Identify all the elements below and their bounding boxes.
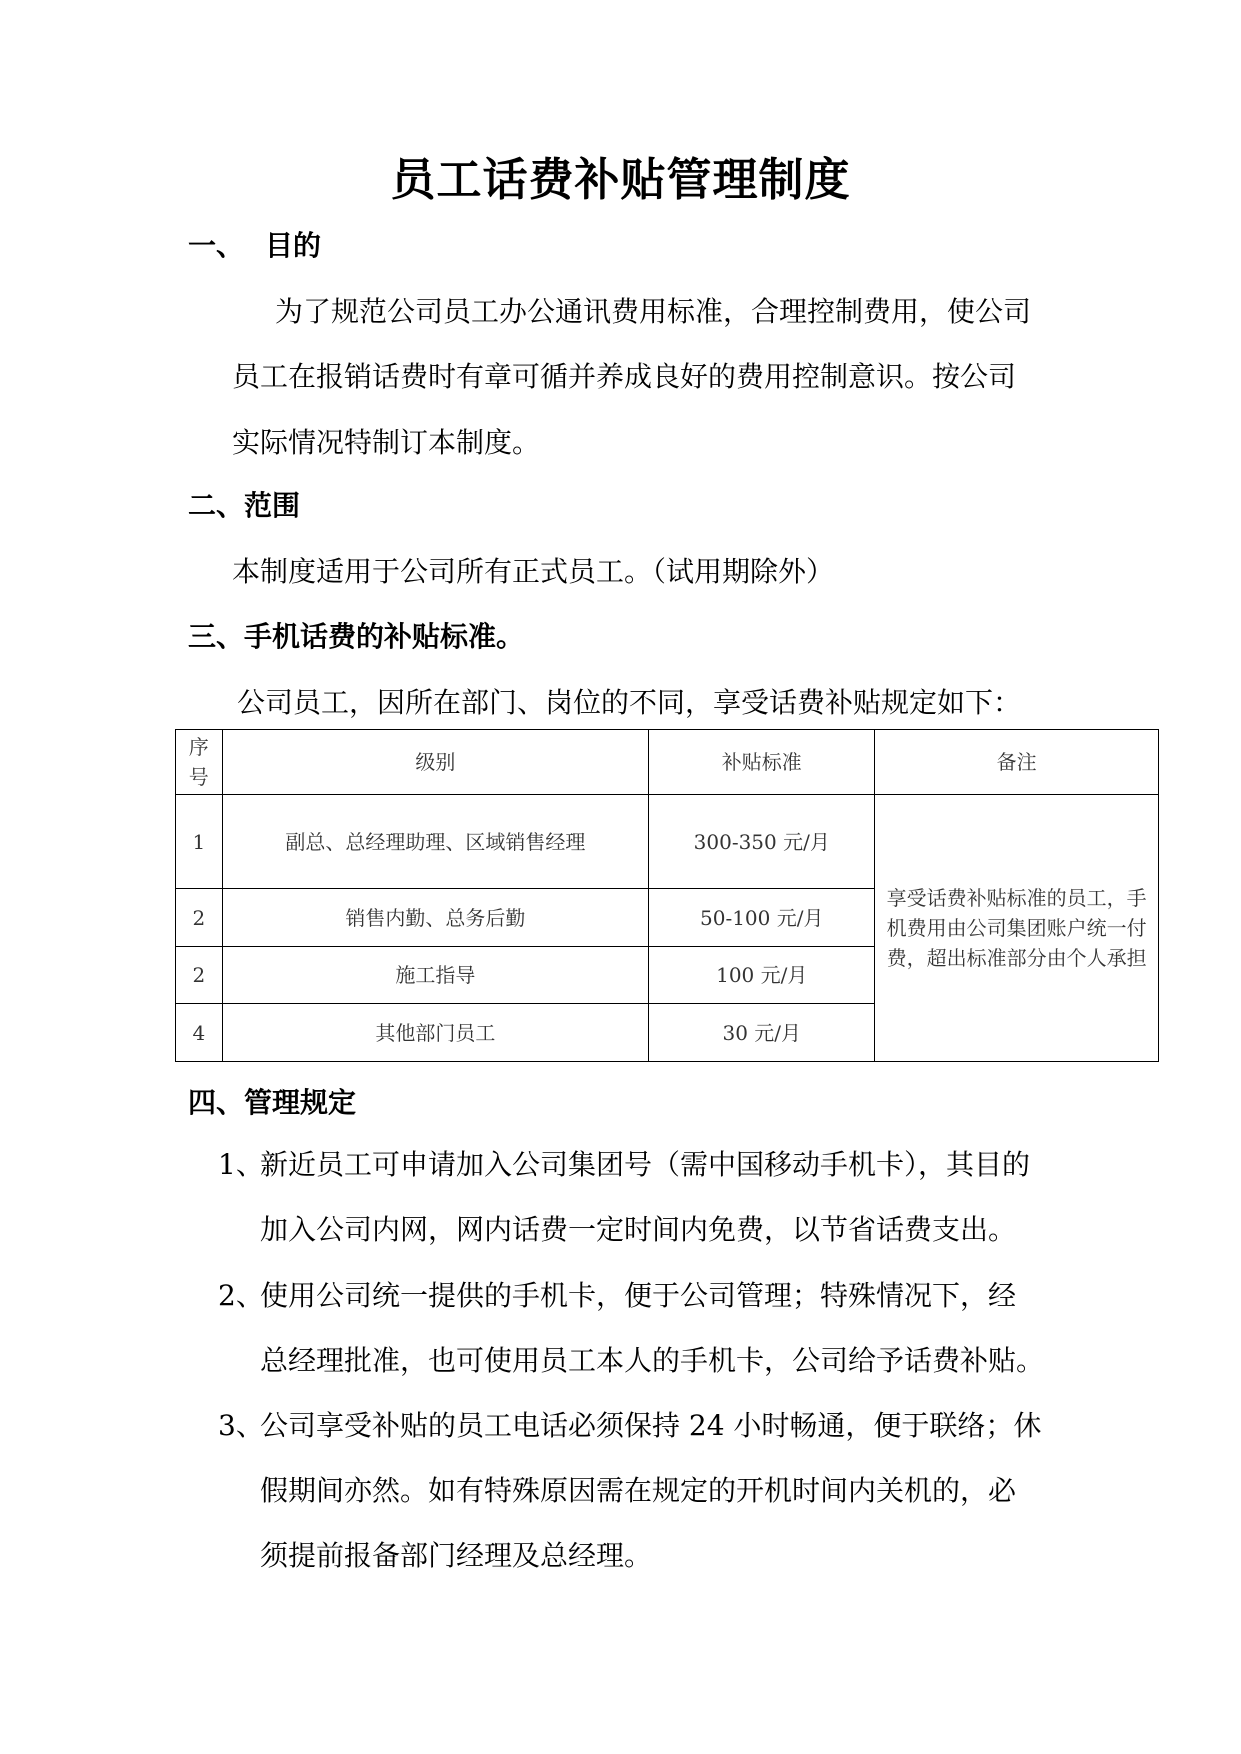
rule-item [218,1276,1058,1406]
header-note: 备注 [875,730,1159,795]
table-header-row [176,730,1159,795]
rule-index: 1、 [218,1148,264,1181]
cell-index: 2 [176,889,223,947]
table-row [176,795,1159,889]
rule-line: 新近员工可申请加入公司集团号（需中国移动手机卡），其目的 [260,1148,1031,1181]
section-heading-management-rules [188,1083,356,1123]
cell-index: 4 [176,1004,223,1062]
rule-line: 总经理批准，也可使用员工本人的手机卡，公司给予话费补贴。 [260,1344,1045,1377]
cell-standard: 30 元/月 [649,1004,875,1062]
section-number: 二、 [188,489,245,522]
section-number: 三、 [188,620,245,653]
rule-index: 3、 [218,1409,264,1442]
section-title: 范围 [244,489,301,522]
rule-line: 须提前报备部门经理及总经理。 [260,1539,653,1572]
paragraph-line: 为了规范公司员工办公通讯费用标准，合理控制费用，使公司 [275,295,1032,328]
header-index: 序号 [176,730,223,795]
section-title: 手机话费的补贴标准。 [244,620,525,653]
cell-standard: 50-100 元/月 [649,889,875,947]
cell-level: 销售内勤、总务后勤 [222,889,649,947]
paragraph-line: 实际情况特制订本制度。 [232,426,541,459]
cell-standard: 300-350 元/月 [649,795,875,889]
section-title: 管理规定 [244,1086,357,1119]
paragraph-line: 员工在报销话费时有章可循并养成良好的费用控制意识。按公司 [232,360,1017,393]
section-heading-subsidy-standard [188,617,524,657]
section-number: 一、 [188,229,245,262]
cell-index: 1 [176,795,223,889]
paragraph-line: 公司员工，因所在部门、岗位的不同，享受话费补贴规定如下： [237,686,1022,719]
rule-line: 公司享受补贴的员工电话必须保持 24 小时畅通，便于联络；休 [260,1409,1042,1442]
subsidy-table [175,729,1159,1062]
cell-standard: 100 元/月 [649,947,875,1004]
cell-level: 副总、总经理助理、区域销售经理 [222,795,649,889]
section-heading-scope [188,486,300,526]
cell-level: 施工指导 [222,947,649,1004]
rule-item [218,1406,1058,1601]
header-standard: 补贴标准 [649,730,875,795]
rule-line: 假期间亦然。如有特殊原因需在规定的开机时间内关机的，必 [260,1474,1017,1507]
cell-level: 其他部门员工 [222,1004,649,1062]
rule-item [218,1145,1058,1275]
cell-note: 享受话费补贴标准的员工，手机费用由公司集团账户统一付费，超出标准部分由个人承担 [875,795,1159,1062]
section-heading-purpose [188,226,321,266]
cell-index: 2 [176,947,223,1004]
section-title: 目的 [265,229,322,262]
rule-line: 使用公司统一提供的手机卡，便于公司管理；特殊情况下，经 [260,1279,1017,1312]
header-level: 级别 [222,730,649,795]
section-number: 四、 [188,1086,245,1119]
rule-line: 加入公司内网，网内话费一定时间内免费，以节省话费支出。 [260,1213,1017,1246]
paragraph-line: 本制度适用于公司所有正式员工。（试用期除外） [232,555,835,588]
rule-index: 2、 [218,1279,264,1312]
document-title: 员工话费补贴管理制度 [390,153,851,206]
